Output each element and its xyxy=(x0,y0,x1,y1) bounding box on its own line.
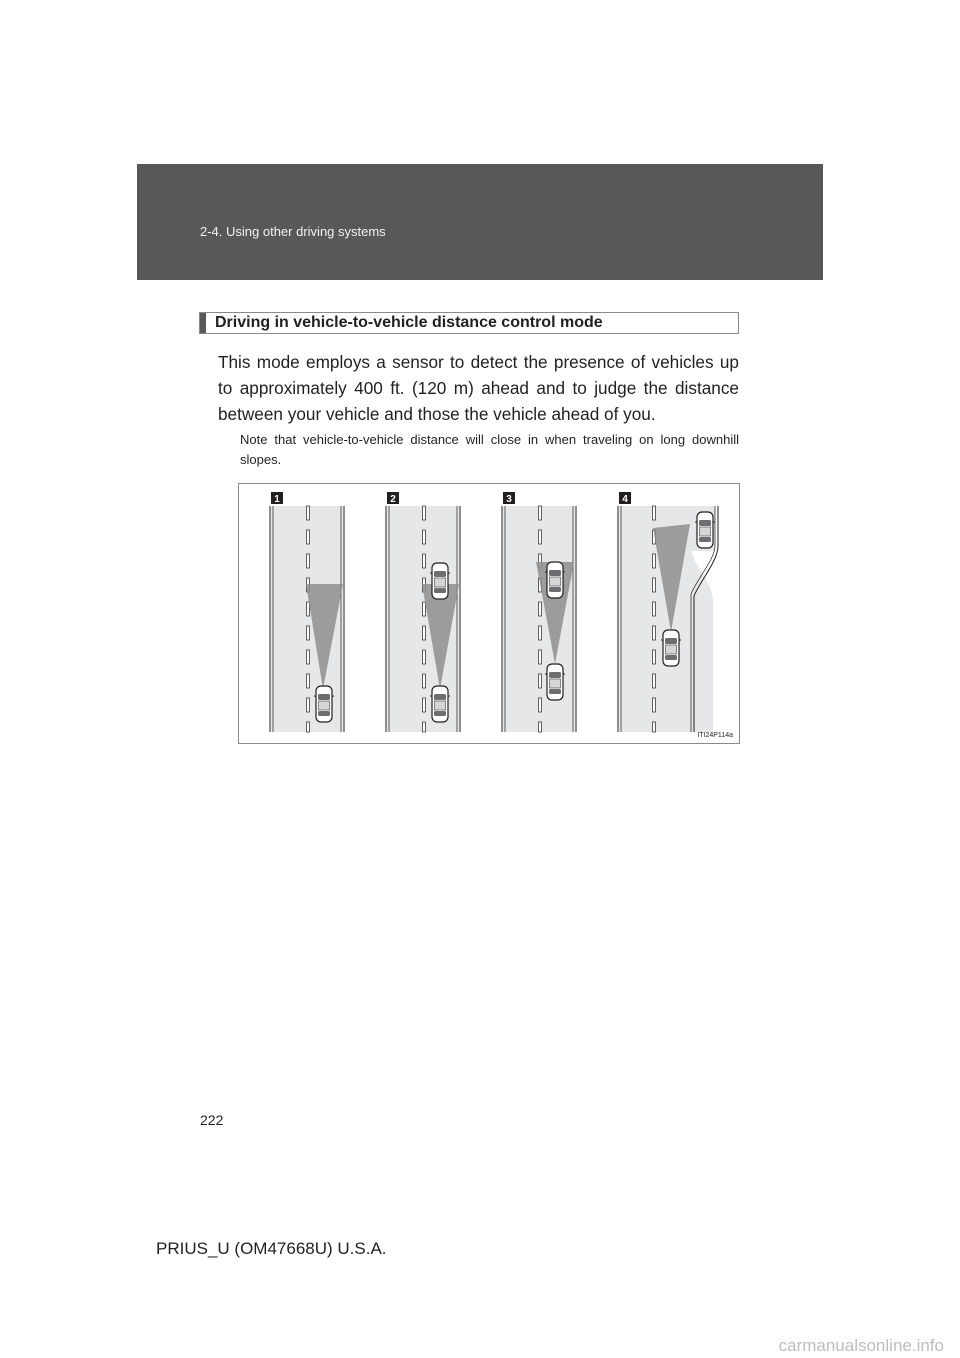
panel-label-3: 3 xyxy=(506,494,512,505)
header-band xyxy=(137,164,823,280)
panel-label-4: 4 xyxy=(622,494,628,505)
section-heading: Driving in vehicle-to-vehicle distance control mode xyxy=(215,314,603,331)
panel-4 xyxy=(618,492,718,732)
panel-2 xyxy=(386,492,460,732)
panel-label-2: 2 xyxy=(390,494,396,505)
distance-control-illustration xyxy=(238,483,740,744)
figure-code: ITI24P114a xyxy=(697,732,733,739)
preceding-vehicle-4 xyxy=(695,512,715,548)
watermark: carmanualsonline.info xyxy=(778,1336,944,1355)
own-vehicle-3 xyxy=(545,664,565,700)
section-heading-marker xyxy=(200,313,206,333)
preceding-vehicle-2 xyxy=(430,563,450,599)
body-paragraph: This mode employs a sensor to detect the presence of vehicles up to approximately 400 ft. (120 m) ahead and to judge the distance between your vehicle and those the vehicle ahead of you. xyxy=(218,352,739,424)
panel-label-1: 1 xyxy=(274,494,280,505)
note-paragraph: Note that vehicle-to-vehicle distance will close in when traveling on long downhill slopes. xyxy=(240,432,739,467)
illustration-svg xyxy=(239,484,741,745)
panel-3 xyxy=(502,492,576,732)
own-vehicle-2 xyxy=(430,686,450,722)
page-number: 222 xyxy=(200,1112,224,1128)
preceding-vehicle-3 xyxy=(545,562,565,598)
section-heading-box xyxy=(199,312,739,334)
own-vehicle-1 xyxy=(314,686,334,722)
panel-1 xyxy=(270,492,344,732)
header-section-title: 2-4. Using other driving systems xyxy=(200,224,386,239)
footer-model-code: PRIUS_U (OM47668U) U.S.A. xyxy=(156,1239,387,1258)
own-vehicle-4 xyxy=(661,630,681,666)
